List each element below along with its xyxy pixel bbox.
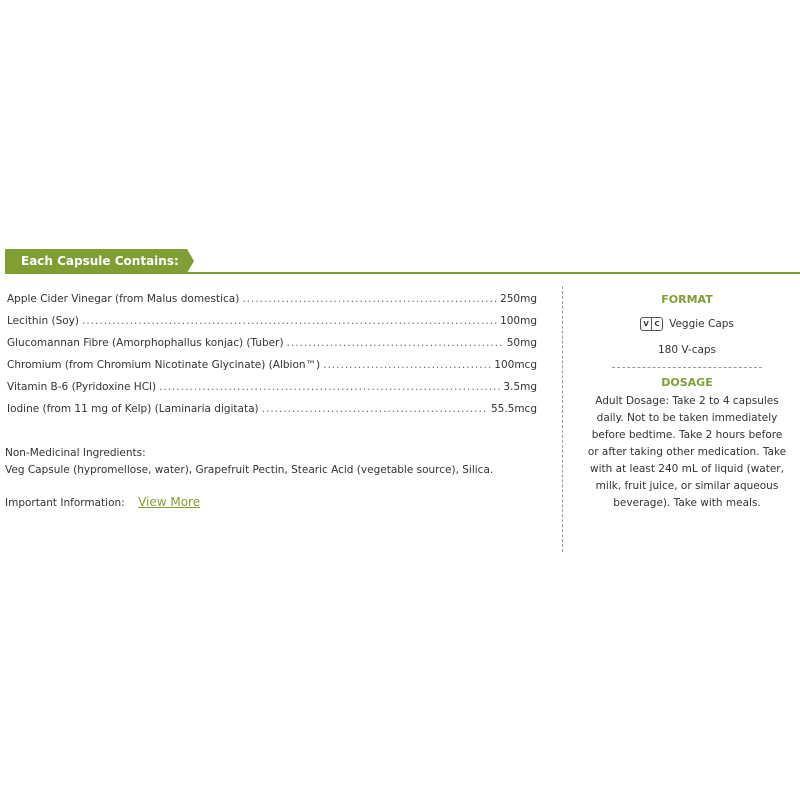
ingredient-amount: 55.5mcg [490,403,537,415]
format-type-label: Veggie Caps [669,318,734,330]
ingredient-amount: 100mg [500,315,537,327]
sidebar-divider [612,367,762,368]
dot-leader [287,337,504,349]
vc-icon-letter: C [651,318,662,330]
veggie-capsule-icon [640,317,663,331]
vc-icon-letter: V [643,320,649,328]
ingredient-name: Lecithin (Soy) [7,315,79,327]
ingredient-row [7,359,537,381]
ingredient-name: Iodine (from 11 mg of Kelp) (Laminaria digitata) [7,403,259,415]
format-heading: FORMAT [661,293,713,306]
header-underline [5,272,800,274]
dot-leader [242,293,497,305]
non-medicinal-ingredients [5,445,493,479]
section-header [5,249,800,274]
ingredient-row [7,337,537,359]
ingredient-name: Vitamin B-6 (Pyridoxine HCl) [7,381,157,393]
ingredient-name: Apple Cider Vinegar (from Malus domestica) [7,293,240,305]
view-more-link[interactable]: View More [138,495,201,509]
dosage-heading: DOSAGE [661,376,713,389]
ingredient-row [7,293,537,315]
dosage-text: Adult Dosage: Take 2 to 4 capsules daily. Not to be taken immediately before bedtime. Take 2 hours before or after taking other medication. Take with at least 240 mL of liquid (water, milk, fruit juice, or similar aqueous beverage). Take with meals. [587,395,787,509]
ingredient-name: Glucomannan Fibre (Amorphophallus konjac) (Tuber) [7,337,284,349]
dot-leader [159,381,500,393]
important-label: Important Information: [5,497,125,509]
dot-leader [262,403,488,415]
ingredient-amount: 50mg [506,337,537,349]
ingredient-amount: 250mg [500,293,537,305]
product-sidebar [587,293,787,512]
section-title: Each Capsule Contains: [5,249,187,273]
important-information [5,495,200,509]
ingredient-name: Chromium (from Chromium Nicotinate Glycinate) (Albion™) [7,359,321,371]
ingredient-amount: 3.5mg [503,381,537,393]
capsule-count: 180 V-caps [657,344,717,356]
ingredient-row [7,403,537,425]
non-medicinal-text: Veg Capsule (hypromellose, water), Grapefruit Pectin, Stearic Acid (vegetable source), Silica. [5,464,494,476]
ingredient-amount: 100mcg [494,359,537,371]
ingredient-list [7,293,537,425]
dot-leader [323,359,491,371]
ingredient-row [7,315,537,337]
ingredient-row [7,381,537,403]
non-medicinal-heading: Non-Medicinal Ingredients: [5,447,146,459]
dot-leader [82,315,497,327]
column-divider [562,286,563,552]
format-type [587,316,787,332]
